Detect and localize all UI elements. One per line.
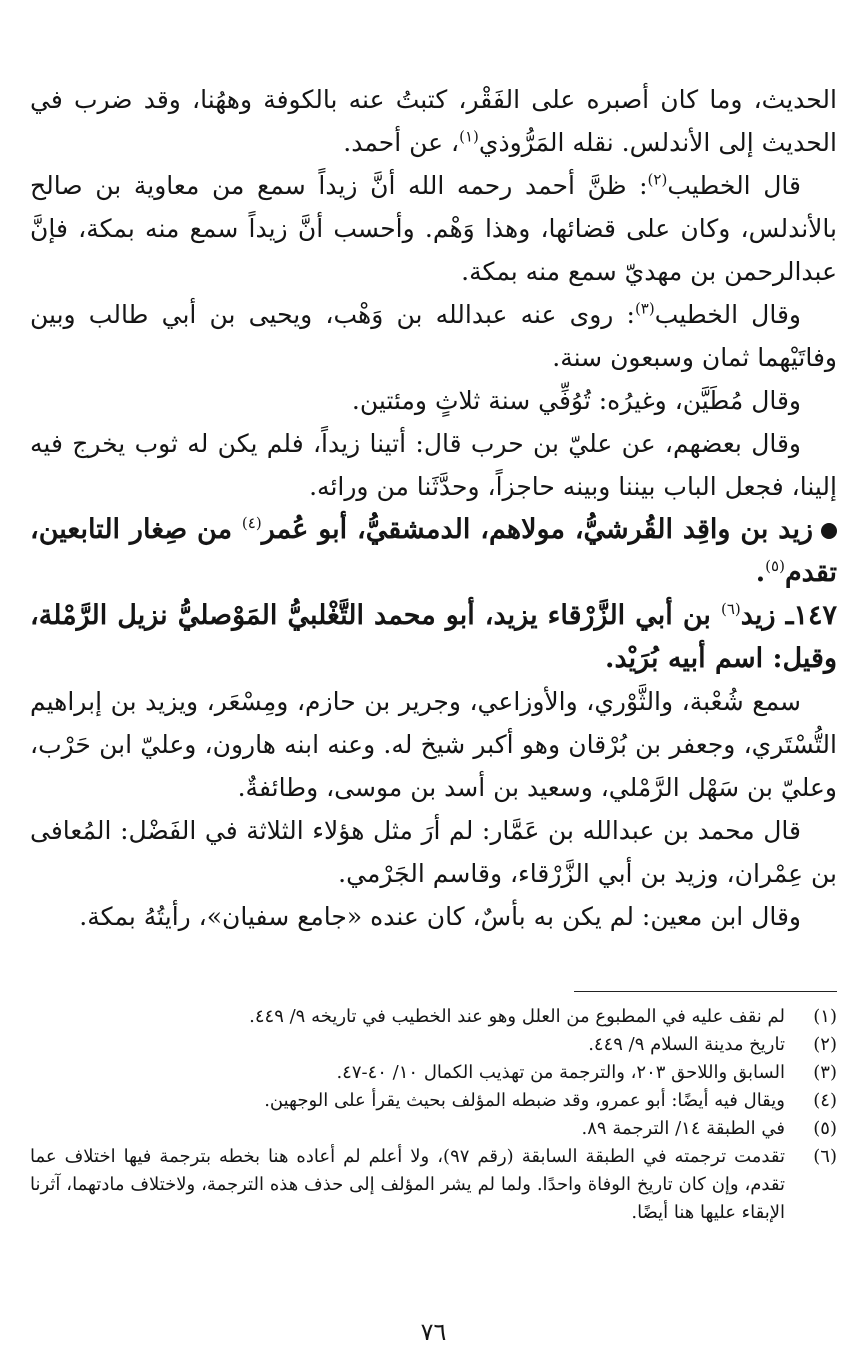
footnote-text: لم نقف عليه في المطبوع من العلل وهو عند الخطيب في تاريخه ٩/ ٤٤٩. [249, 1006, 785, 1027]
paragraph [30, 293, 837, 379]
paragraph: قال محمد بن عبدالله بن عَمَّار: لم أرَ مثل هؤلاء الثلاثة في الفَضْل: المُعافى بن عِمْران، وزيد بن أبي الزَّرْقاء، وقاسم الجَرْمي. [30, 816, 837, 888]
paragraph-text: : ظنَّ أحمد رحمه الله أنَّ زيداً سمع من معاوية بن صالح بالأندلس، وكان على قضائها، وهذا وَهْم. وأحسب أنَّ زيداً سمع منه بمكة، فإنَّ عبدالرحمن بن مهديّ سمع منه بمكة. [30, 171, 837, 286]
entry-text: . [755, 557, 766, 588]
footnote-item [30, 1031, 837, 1059]
paragraph-text: ، عن أحمد. [343, 128, 460, 157]
paragraph-text: الحديث، وما كان أصبره على الفَقْر، كتبتُ عنه بالكوفة وههُنا، وقد ضرب في الحديث إلى الأندلس. نقله المَرُّوذي [30, 85, 837, 157]
footnote-number: (٣) [813, 1062, 837, 1083]
footnote-text: تاريخ مدينة السلام ٩/ ٤٤٩. [588, 1034, 785, 1055]
footnote-number: (١) [813, 1006, 837, 1027]
paragraph: وقال مُطَيَّن، وغيرُه: تُوُفِّي سنة ثلاثٍ ومئتين. [351, 386, 801, 415]
paragraph: سمع شُعْبة، والثَّوْري، والأوزاعي، وجرير بن حازم، ومِسْعَر، ويزيد بن إبراهيم التُّسْتَري، وجعفر بن بُرْقان وهو أكبر شيخ له. وعنه ابنه هارون، وعليّ ابن حَرْب، وعليّ بن سَهْل الرَّمْلي، وسعيد بن أسد بن موسى، وطائفةٌ. [30, 687, 837, 802]
footnote-text: السابق واللاحق ٢٠٣، والترجمة من تهذيب الكمال ١٠/ ٤٠-٤٧. [336, 1062, 785, 1083]
footnote-ref[interactable]: (٣) [634, 299, 655, 318]
footnote-text: في الطبقة ١٤/ الترجمة ٨٩. [581, 1118, 785, 1139]
footnote-item [30, 1059, 837, 1087]
paragraph-text: : روى عنه عبدالله بن وَهْب، ويحيى بن أبي طالب وبين وفاتَيْهما ثمان وسبعون سنة. [30, 300, 837, 372]
page-body [30, 78, 837, 938]
footnote-ref[interactable]: (٤) [241, 514, 262, 532]
entry-heading-147 [30, 594, 837, 680]
footnote-item [30, 1115, 837, 1143]
paragraph [30, 78, 837, 164]
footnote-ref[interactable]: (٦) [720, 600, 741, 618]
entry-text: من صِغار التابعين، تقدم [30, 514, 837, 588]
entry-number: ١٤٧ـ [775, 600, 837, 631]
footnote-ref[interactable]: (٥) [765, 557, 785, 575]
paragraph [30, 164, 837, 293]
bullet-icon [821, 523, 837, 539]
paragraph-text: قال الخطيب [667, 171, 801, 200]
footnote-number: (٢) [813, 1034, 837, 1055]
footnote-ref[interactable]: (١) [459, 127, 479, 146]
footnote-item [30, 1087, 837, 1115]
footnote-text: تقدمت ترجمته في الطبقة السابقة (رقم ٩٧)، ولا أعلم لم أعاده هنا بخطه بترجمة فيها اختلاف عما تقدم، وإن كان تاريخ الوفاة واحدًا. ولما لم يشر المؤلف إلى حذف هذه الترجمة، ولاختلاف مادتهما، آثرنا الإبقاء عليها هنا أيضًا. [30, 1146, 785, 1223]
footnotes [30, 1003, 837, 1227]
entry-name: زيد [740, 600, 776, 631]
entry-heading-zayd-waqid [30, 508, 837, 594]
paragraph: وقال بعضهم، عن عليّ بن حرب قال: أتينا زيداً، فلم يكن له ثوب يخرج فيه إلينا، فجعل الباب بيننا وبينه حاجزاً، وحدَّثَنا من ورائه. [30, 429, 837, 501]
footnote-number: (٦) [813, 1146, 837, 1167]
footnote-ref[interactable]: (٢) [647, 170, 668, 189]
footnote-text: ويقال فيه أيضًا: أبو عمرو، وقد ضبطه المؤلف بحيث يقرأ على الوجهين. [264, 1090, 785, 1111]
footnote-number: (٤) [813, 1090, 837, 1111]
footnote-number: (٥) [813, 1118, 837, 1139]
footnote-divider [574, 991, 837, 992]
paragraph: وقال ابن معين: لم يكن به بأسٌ، كان عنده «جامع سفيان»، رأيتُهُ بمكة. [79, 902, 801, 931]
entry-text: زيد بن واقِد القُرشيُّ، مولاهم، الدمشقيُّ، أبو عُمر [261, 514, 813, 545]
paragraph-text: وقال الخطيب [654, 300, 801, 329]
entry-text: بن أبي الزَّرْقاء يزيد، أبو محمد التَّغْلبيُّ المَوْصليُّ نزيل الرَّمْلة، وقيل: اسم أبيه بُرَيْد. [30, 600, 837, 674]
page-number: ٧٦ [420, 1318, 447, 1346]
footnote-item [30, 1143, 837, 1227]
footnote-item [30, 1003, 837, 1031]
